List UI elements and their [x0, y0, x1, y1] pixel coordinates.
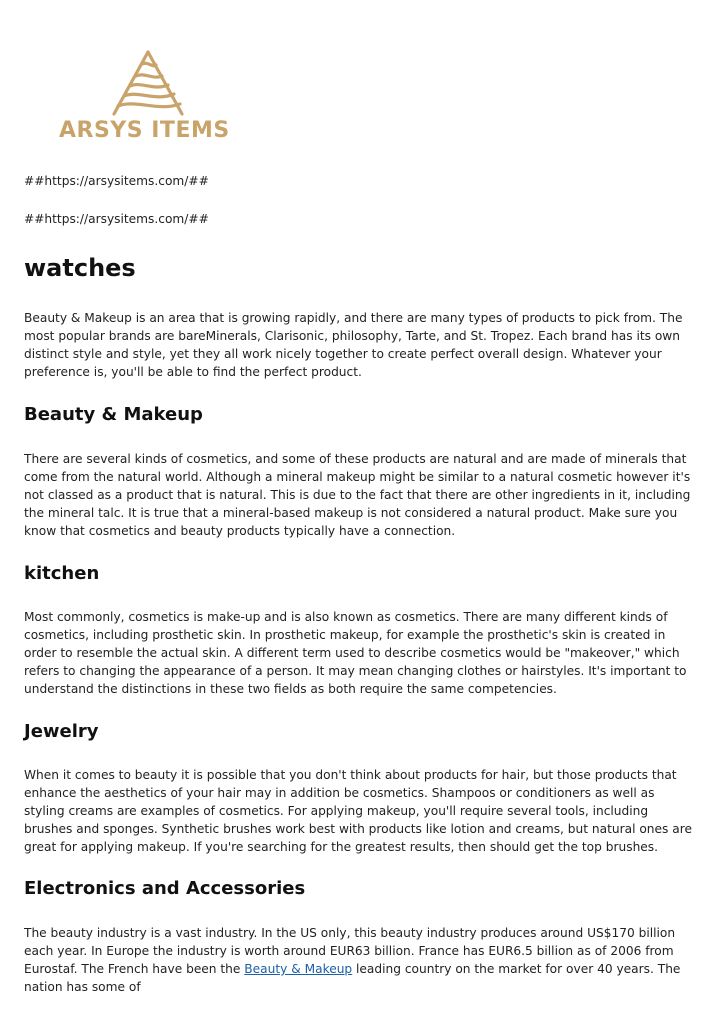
url-text: ##https://arsysitems.com/## [24, 174, 209, 188]
beauty-makeup-link[interactable]: Beauty & Makeup [244, 962, 353, 976]
section-heading: Beauty & Makeup [24, 404, 203, 425]
section-paragraph [24, 924, 696, 996]
section-paragraph: Most commonly, cosmetics is make-up and is also known as cosmetics. There are many different kinds of cosmetics, including prosthetic skin. In prosthetic makeup, for example the prosthetic's skin is created in order to resemble the actual skin. A different term used to describe cosmetics would be "makeover," which refers to changing the appearance of a person. It may mean changing clothes or hairstyles. It's important to understand the distinctions in these two fields as both require the same competencies. [24, 610, 687, 696]
section-heading: Jewelry [24, 721, 99, 742]
section-heading: Electronics and Accessories [24, 878, 306, 899]
intro-paragraph: Beauty & Makeup is an area that is growing rapidly, and there are many types of products to pick from. The most popular brands are bareMinerals, Clarisonic, philosophy, Tarte, and St. Tropez. Each brand has its own distinct style and style, yet they all work nicely together to create perfect overall design. Whatever your preference is, you'll be able to find the perfect product. [24, 311, 683, 379]
section-heading: kitchen [24, 563, 100, 584]
section-paragraph: There are several kinds of cosmetics, and some of these products are natural and are made of minerals that come from the natural world. Although a mineral makeup might be similar to a natural cosmetic however it's not classed as a product that is natural. This is due to the fact that there are other ingredients in it, including the mineral talc. It is true that a mineral-based makeup is not considered a natural product. Make sure you know that cosmetics and beauty products typically have a connection. [24, 452, 691, 538]
url-text: ##https://arsysitems.com/## [24, 212, 209, 226]
paragraph-text: leading country on the market for over 40 years. The nation has some of [24, 962, 681, 994]
section-paragraph: When it comes to beauty it is possible that you don't think about products for hair, but those products that enhance the aesthetics of your hair may in addition be cosmetics. Shampoos or conditioners as well as styling creams are examples of cosmetics. For applying makeup, you'll require several tools, including brushes and sponges. Synthetic brushes work best with products like lotion and creams, but natural ones are great for applying makeup. If you're searching for the greatest results, then should get the top brushes. [24, 768, 692, 854]
logo-text: ARSYS ITEMS [59, 118, 230, 143]
logo-mark-icon [56, 46, 236, 118]
paragraph-text: The beauty industry is a vast industry. In the US only, this beauty industry produces around US$170 billion each year. In Europe the industry is worth around EUR63 billion. France has EUR6.5 billion as of 2006 from Eurostaf. The French have been the [24, 926, 676, 976]
page-title: watches [24, 254, 136, 282]
